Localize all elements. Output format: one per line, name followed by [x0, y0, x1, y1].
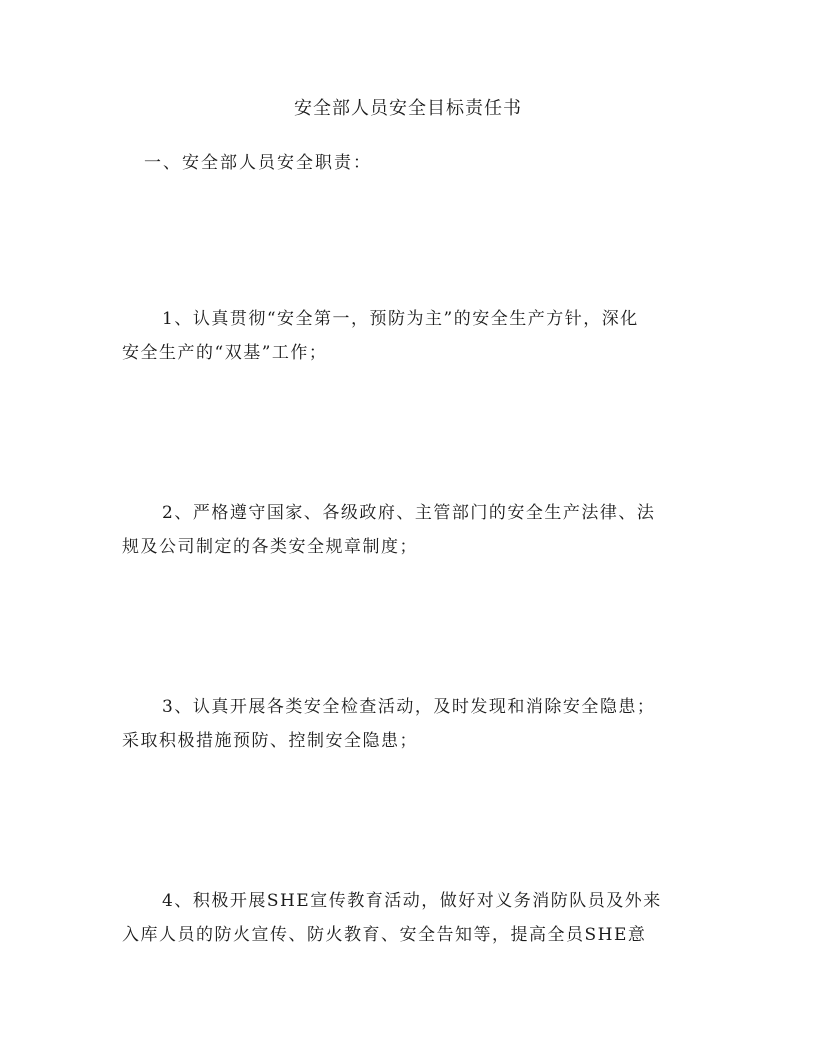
paragraph-line: 1、认真贯彻“安全第一，预防为主”的安全生产方针，深化: [162, 309, 639, 329]
paragraph-line: 规及公司制定的各类安全规章制度；: [122, 537, 418, 557]
paragraph-line: 4、积极开展SHE宣传教育活动，做好对义务消防队员及外来: [162, 891, 662, 911]
paragraph-line: 采取积极措施预防、控制安全隐患；: [122, 731, 418, 751]
paragraph-line: 3、认真开展各类安全检查活动，及时发现和消除安全隐患；: [162, 697, 656, 717]
section-heading: 一、安全部人员安全职责：: [144, 153, 372, 173]
duty-paragraph-4: [122, 884, 694, 952]
paragraph-line: 2、严格遵守国家、各级政府、主管部门的安全生产法律、法: [162, 503, 656, 523]
duty-paragraph-3: [122, 690, 694, 758]
paragraph-line: 安全生产的“双基”工作；: [122, 343, 328, 363]
duty-paragraph-2: [122, 496, 694, 564]
duty-paragraph-1: [122, 302, 694, 370]
paragraph-line: 入库人员的防火宣传、防火教育、安全告知等，提高全员SHE意: [122, 925, 647, 945]
document-title: 安全部人员安全目标责任书: [294, 98, 522, 119]
